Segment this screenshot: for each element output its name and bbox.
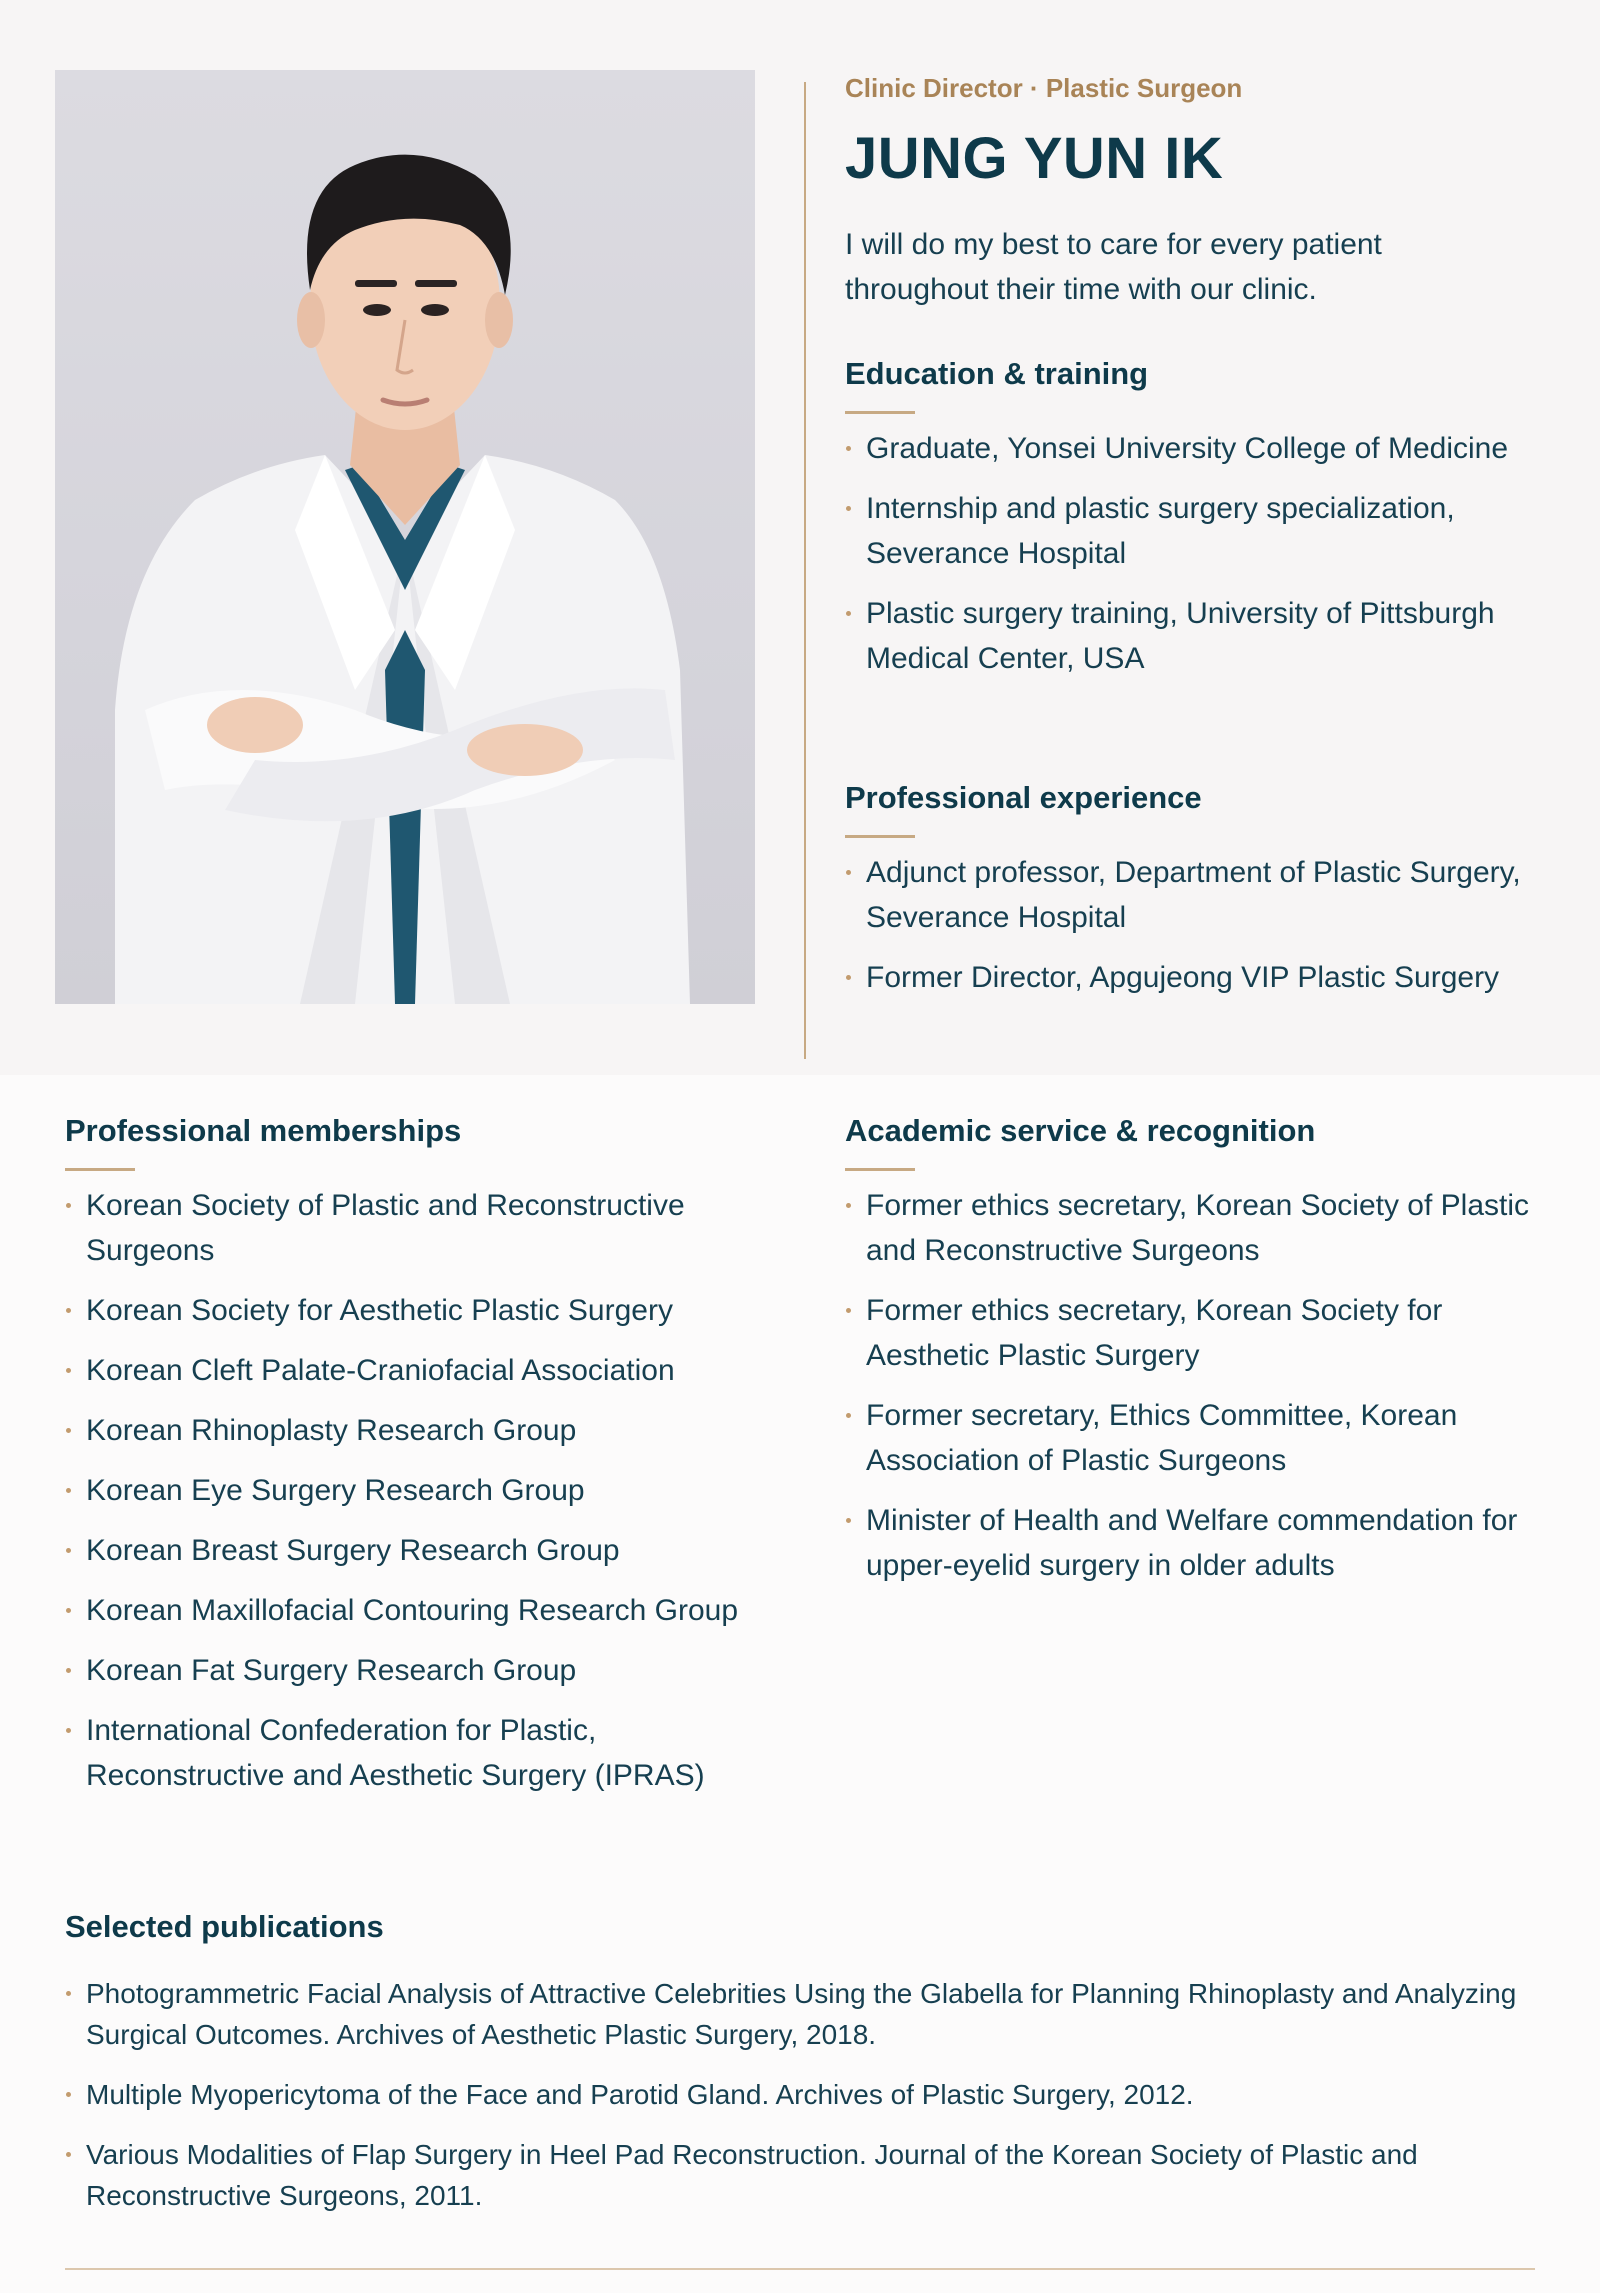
doctor-quote: I will do my best to care for every patient throughout their time with our clinic. xyxy=(845,228,1382,306)
list-item: Photogrammetric Facial Analysis of Attractive Celebrities Using the Glabella for Planning Rhinoplasty and Analyzing Surgical Outcomes. Archives of Aesthetic Plastic Surgery, 2018. xyxy=(65,1973,1535,2055)
list-item: Former ethics secretary, Korean Society of Plastic and Reconstructive Surgeons xyxy=(845,1183,1545,1273)
academic-list xyxy=(845,1183,1545,1588)
list-item: Former Director, Apgujeong VIP Plastic Surgery xyxy=(845,955,1545,1000)
list-item: Korean Society for Aesthetic Plastic Surgery xyxy=(65,1288,765,1333)
publications-heading: Selected publications xyxy=(65,1909,384,1944)
list-item: Minister of Health and Welfare commendation for upper-eyelid surgery in older adults xyxy=(845,1498,1545,1588)
academic-heading: Academic service & recognition xyxy=(845,1113,1316,1148)
memberships-heading: Professional memberships xyxy=(65,1113,462,1148)
academic-section xyxy=(845,1111,1545,1588)
education-heading-rule xyxy=(845,411,915,414)
publications-list xyxy=(65,1973,1535,2216)
experience-heading: Professional experience xyxy=(845,780,1202,815)
experience-section xyxy=(845,778,1545,1000)
list-item: Korean Maxillofacial Contouring Research Group xyxy=(65,1588,765,1633)
list-item: Korean Rhinoplasty Research Group xyxy=(65,1408,765,1453)
memberships-section xyxy=(65,1111,765,1798)
education-heading: Education & training xyxy=(845,356,1149,391)
list-item: Adjunct professor, Department of Plastic Surgery, Severance Hospital xyxy=(845,850,1545,940)
list-item: Former secretary, Ethics Committee, Korean Association of Plastic Surgeons xyxy=(845,1393,1545,1483)
experience-heading-rule xyxy=(845,835,915,838)
list-item: Multiple Myopericytoma of the Face and Parotid Gland. Archives of Plastic Surgery, 2012. xyxy=(65,2074,1535,2115)
academic-heading-rule xyxy=(845,1168,915,1171)
vertical-divider xyxy=(804,82,806,1059)
list-item: Various Modalities of Flap Surgery in Heel Pad Reconstruction. Journal of the Korean Society of Plastic and Reconstructive Surgeons, 2011. xyxy=(65,2134,1535,2216)
doctor-name: JUNG YUN IK xyxy=(845,126,1224,191)
list-item: Internship and plastic surgery specialization, Severance Hospital xyxy=(845,486,1545,576)
education-section xyxy=(845,354,1545,681)
doctor-portrait-photo xyxy=(55,70,755,1004)
list-item: Korean Society of Plastic and Reconstructive Surgeons xyxy=(65,1183,765,1273)
list-item: Korean Fat Surgery Research Group xyxy=(65,1648,765,1693)
list-item: Korean Breast Surgery Research Group xyxy=(65,1528,765,1573)
memberships-heading-rule xyxy=(65,1168,135,1171)
doctor-title: Clinic Director · Plastic Surgeon xyxy=(845,73,1243,103)
education-list xyxy=(845,426,1545,681)
list-item: Graduate, Yonsei University College of Medicine xyxy=(845,426,1545,471)
list-item: Korean Eye Surgery Research Group xyxy=(65,1468,765,1513)
bottom-divider xyxy=(65,2268,1535,2270)
list-item: Former ethics secretary, Korean Society for Aesthetic Plastic Surgery xyxy=(845,1288,1545,1378)
publications-section xyxy=(65,1907,1535,2216)
memberships-list xyxy=(65,1183,765,1798)
list-item: Korean Cleft Palate-Craniofacial Association xyxy=(65,1348,765,1393)
experience-list xyxy=(845,850,1545,1000)
list-item: International Confederation for Plastic, Reconstructive and Aesthetic Surgery (IPRAS) xyxy=(65,1708,765,1798)
list-item: Plastic surgery training, University of Pittsburgh Medical Center, USA xyxy=(845,591,1545,681)
